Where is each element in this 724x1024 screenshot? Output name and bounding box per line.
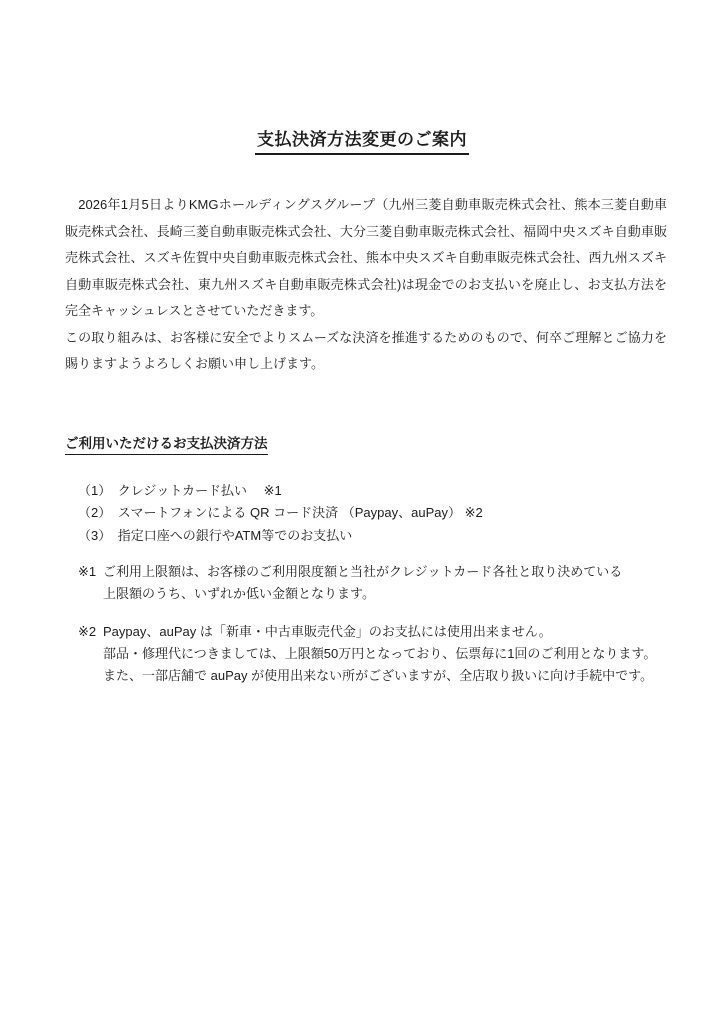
footnotes — [0, 561, 724, 687]
note-1-marker: ※1 — [78, 564, 97, 579]
payment-method-item: （1） クレジットカード払い ※1 — [78, 482, 282, 498]
note-2 — [78, 621, 684, 687]
note-line: Paypay、auPay は「新車・中古車販売代金」のお支払には使用出来ません。 — [103, 624, 552, 639]
intro-paragraphs — [65, 192, 667, 378]
note-line: 部品・修理代につきましては、上限額50万円となっており、伝票毎に1回のご利用となります。 — [103, 646, 657, 661]
note-1-lines — [103, 561, 684, 605]
note-1 — [78, 561, 684, 605]
section-heading: ご利用いただけるお支払決済方法 — [65, 435, 268, 455]
note-line: また、一部店舗で auPay が使用出来ない所がございますが、全店取り扱いに向け手続中です。 — [103, 668, 654, 683]
note-line: 上限額のうち、いずれか低い金額となります。 — [103, 586, 375, 601]
title-row — [0, 130, 724, 155]
payment-method-item: （3） 指定口座への銀行やATM等でのお支払い — [78, 527, 353, 543]
section-heading-row — [65, 435, 724, 455]
note-2-lines — [103, 621, 684, 687]
intro-paragraph: 2026年1月5日よりKMGホールディングスグループ（九州三菱自動車販売株式会社、熊本三菱自動車販売株式会社、長崎三菱自動車販売株式会社、大分三菱自動車販売株式会社、福岡中央スズキ自動車販売株式会社、スズキ佐賀中央自動車販売株式会社、熊本中央スズキ自動車販売株式会社、西九州スズキ自動車販売株式会社、東九州スズキ自動車販売株式会社)は現金でのお支払いを廃止し、お支払方法を完全キャッシュレスとさせていただきます。 — [65, 197, 667, 318]
page-title: 支払決済方法変更のご案内 — [255, 130, 469, 155]
payment-method-item: （2） スマートフォンによる QR コード決済 （Paypay、auPay） ※2 — [78, 505, 483, 520]
payment-method-list — [78, 480, 724, 548]
intro-paragraph: この取り組みは、お客様に安全でよりスムーズな決済を推進するためのもので、何卒ご理解とご協力を賜りますようよろしくお願い申し上げます。 — [65, 329, 667, 371]
note-2-marker: ※2 — [78, 624, 97, 639]
note-line: ご利用上限額は、お客様のご利用限度額と当社がクレジットカード各社と取り決めている — [103, 564, 623, 579]
